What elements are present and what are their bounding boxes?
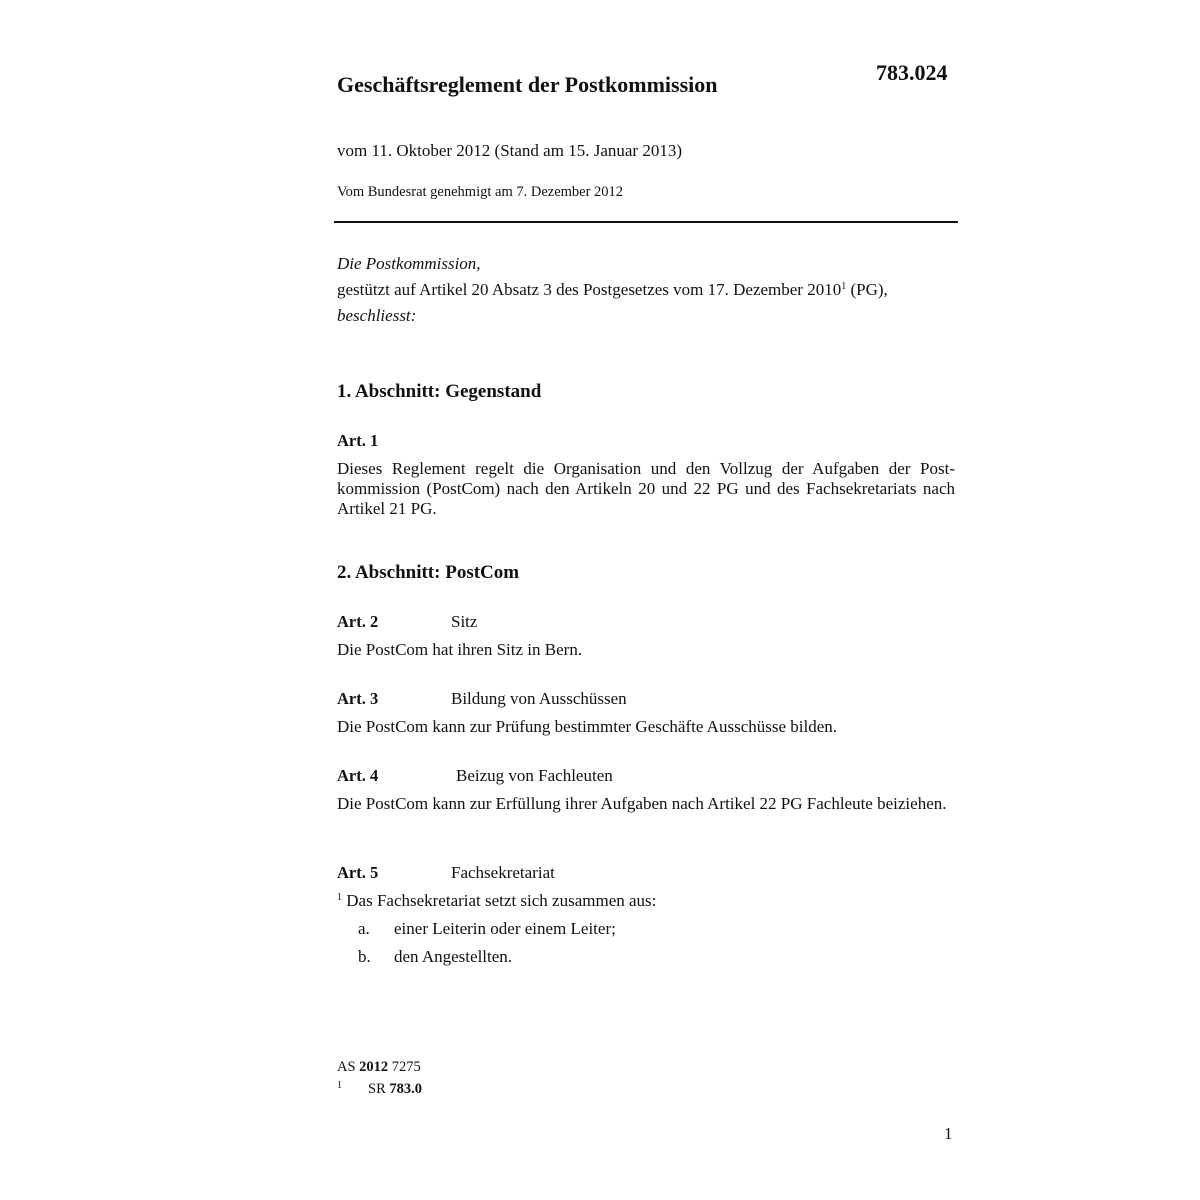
article-2-title: Sitz	[451, 612, 478, 631]
article-5-title: Fachsekretariat	[451, 863, 555, 882]
list-item-a: einer Leiterin oder einem Leiter;	[394, 919, 616, 938]
article-2-text: Die PostCom hat ihren Sitz in Bern.	[337, 640, 583, 659]
document-title: Geschäftsreglement der Postkommission	[337, 72, 718, 97]
footnote-1-sr-number: 783.0	[389, 1081, 422, 1097]
article-2-label: Art. 2	[337, 612, 379, 631]
article-3-text: Die PostCom kann zur Prüfung bestimmter Geschäfte Ausschüsse bilden.	[337, 717, 838, 736]
article-5-paragraph-1	[337, 891, 955, 911]
footnote-as	[337, 1059, 421, 1076]
article-5-label: Art. 5	[337, 863, 379, 882]
document-number: 783.024	[876, 60, 948, 85]
footnote-as-prefix: AS	[337, 1059, 360, 1075]
article-1-label: Art. 1	[337, 431, 379, 450]
article-3-title: Bildung von Ausschüssen	[451, 689, 627, 708]
article-4-text: Die PostCom kann zur Erfüllung ihrer Aufgaben nach Artikel 22 PG Fachleute beiziehen.	[337, 794, 947, 813]
page-number: 1	[944, 1124, 953, 1143]
footnote-as-year: 2012	[359, 1059, 389, 1075]
approval-note: Vom Bundesrat genehmigt am 7. Dezember 2012	[337, 184, 624, 200]
article-4-title: Beizug von Fachleuten	[456, 766, 613, 785]
footnote-1	[337, 1080, 422, 1098]
preamble-resolves: beschliesst:	[337, 306, 417, 325]
section-heading-2: 2. Abschnitt: PostCom	[337, 562, 520, 583]
footnote-ref-1[interactable]: 1	[841, 281, 847, 292]
preamble-legal-basis-text: gestützt auf Artikel 20 Absatz 3 des Postgesetzes vom 17. Dezember 2010	[337, 280, 842, 299]
list-item-b: den Angestellten.	[394, 947, 513, 966]
article-1-text: Dieses Reglement regelt die Organisation und den Vollzug der Aufgaben der Post-kommission (PostCom) nach den Artikeln 20 und 22 PG und des Fachsekretariats nach Artikel 21 PG.	[337, 459, 955, 518]
preamble	[337, 251, 957, 329]
document-date-line: vom 11. Oktober 2012 (Stand am 15. Januar 2013)	[337, 141, 682, 160]
paragraph-number: 1	[337, 892, 342, 903]
article-4-label: Art. 4	[337, 766, 379, 785]
title-divider	[334, 221, 958, 223]
preamble-authority: Die Postkommission,	[337, 254, 481, 273]
article-5-paragraph-1-text: Das Fachsekretariat setzt sich zusammen aus:	[342, 891, 657, 910]
footnote-1-number: 1	[337, 1080, 342, 1091]
article-3-label: Art. 3	[337, 689, 379, 708]
footnote-as-page: 7275	[388, 1059, 421, 1075]
preamble-legal-basis	[337, 277, 957, 303]
preamble-legal-basis-tail: (PG),	[846, 280, 888, 299]
list-letter-a: a.	[358, 919, 370, 938]
list-letter-b: b.	[358, 947, 371, 966]
footnote-1-prefix: SR	[368, 1081, 390, 1097]
section-heading-1: 1. Abschnitt: Gegenstand	[337, 381, 542, 402]
